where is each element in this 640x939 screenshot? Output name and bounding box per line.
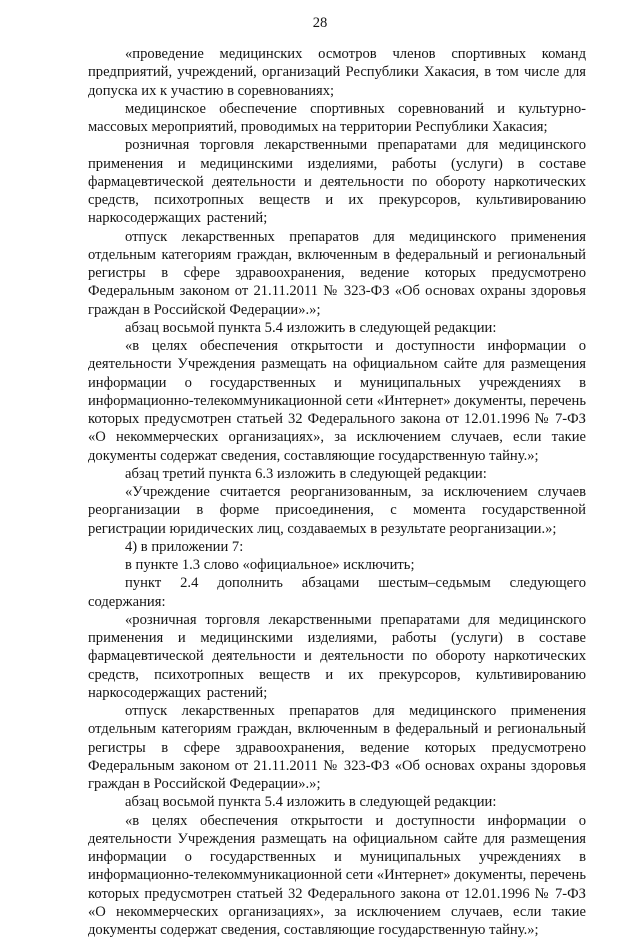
paragraph-medical-examinations: «проведение медицинских осмотров членов спортивных команд предприятий, учреждений, организаций Республики Хакасия, в том числе для допуска их к участию в соревнованиях; bbox=[88, 45, 586, 100]
page-number: 28 bbox=[0, 14, 640, 32]
paragraph-amend-5-4: абзац восьмой пункта 5.4 изложить в следующей редакции: bbox=[88, 319, 586, 337]
paragraph-amend-5-4-2: абзац восьмой пункта 5.4 изложить в следующей редакции: bbox=[88, 793, 586, 811]
paragraph-item-1-3: в пункте 1.3 слово «официальное» исключить; bbox=[88, 556, 586, 574]
paragraph-drug-dispensing-2: отпуск лекарственных препаратов для медицинского применения отдельным категориям граждан, включенным в федеральный и региональный регистры в сфере здравоохранения, ведение которых предусмотрено Федеральным законом от 21.11.2011 № 323-ФЗ «Об основах охраны здоровья граждан в Российской Федерации».»; bbox=[88, 702, 586, 793]
paragraph-openness-information-2: «в целях обеспечения открытости и доступности информации о деятельности Учреждения размещать на официальном сайте для размещения информации о государственных и муниципальных учреждениях в информационно-телекоммуникационной сети «Интернет» документы, перечень которых предусмотрен статьей 32 Федерального закона от 12.01.1996 № 7-ФЗ «О некоммерческих организациях», за исключением случаев, если такие документы содержат сведения, составляющие государственную тайну.»; bbox=[88, 812, 586, 939]
paragraph-appendix-7: 4) в приложении 7: bbox=[88, 538, 586, 556]
paragraph-retail-pharmacy: розничная торговля лекарственными препаратами для медицинского применения и медицинскими изделиями, работы (услуги) в составе фармацевтической деятельности и деятельности по обороту наркотических средств, психотропных веществ и их прекурсоров, культивированию наркосодержащих растений; bbox=[88, 136, 586, 227]
paragraph-item-2-4: пункт 2.4 дополнить абзацами шестым–седьмым следующего содержания: bbox=[88, 574, 586, 611]
paragraph-sports-events-support: медицинское обеспечение спортивных соревнований и культурно-массовых мероприятий, проводимых на территории Республики Хакасия; bbox=[88, 100, 586, 137]
paragraph-openness-information: «в целях обеспечения открытости и доступности информации о деятельности Учреждения размещать на официальном сайте для размещения информации о государственных и муниципальных учреждениях в информационно-телекоммуникационной сети «Интернет» документы, перечень которых предусмотрен статьей 32 Федерального закона от 12.01.1996 № 7-ФЗ «О некоммерческих организациях», за исключением случаев, если такие документы содержат сведения, составляющие государственную тайну.»; bbox=[88, 337, 586, 465]
paragraph-drug-dispensing: отпуск лекарственных препаратов для медицинского применения отдельным категориям граждан, включенным в федеральный и региональный регистры в сфере здравоохранения, ведение которых предусмотрено Федеральным законом от 21.11.2011 № 323-ФЗ «Об основах охраны здоровья граждан в Российской Федерации».»; bbox=[88, 228, 586, 319]
paragraph-reorganization: «Учреждение считается реорганизованным, за исключением случаев реорганизации в форме присоединения, с момента государственной регистрации юридических лиц, создаваемых в результате реорганизации.»; bbox=[88, 483, 586, 538]
paragraph-amend-6-3: абзац третий пункта 6.3 изложить в следующей редакции: bbox=[88, 465, 586, 483]
paragraph-retail-pharmacy-2: «розничная торговля лекарственными препаратами для медицинского применения и медицинскими изделиями, работы (услуги) в составе фармацевтической деятельности и деятельности по обороту наркотических средств, психотропных веществ и их прекурсоров, культивированию наркосодержащих растений; bbox=[88, 611, 586, 702]
document-body bbox=[88, 45, 586, 939]
